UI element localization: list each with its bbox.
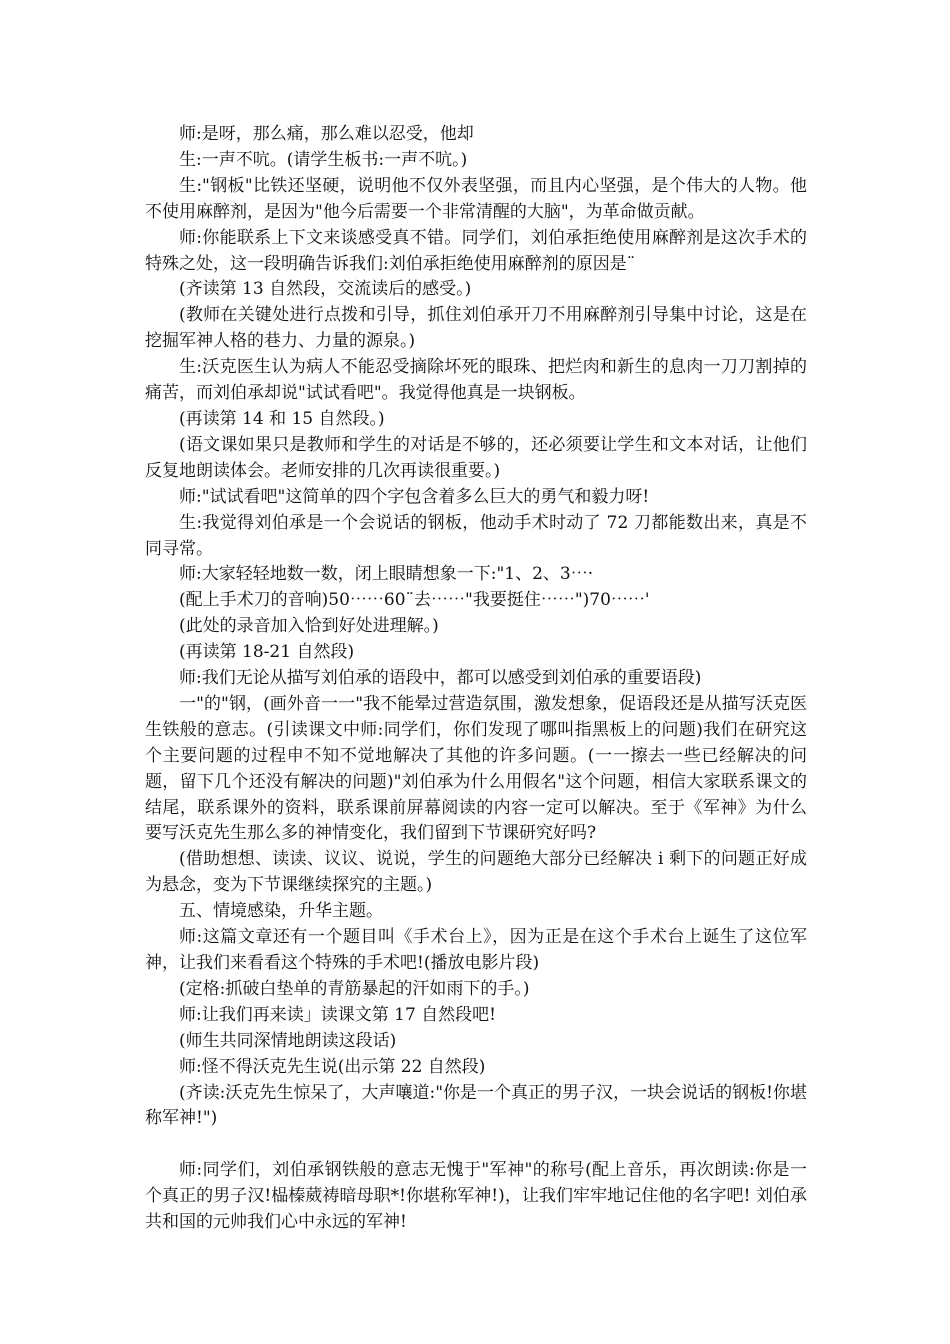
paragraph: 师:我们无论从描写刘伯承的语段中，都可以感受到刘伯承的重要语段) [179, 668, 702, 689]
paragraph: (借助想想、读读、议议、说说，学生的问题绝大部分已经解决 i 剩下的问题正好成为悬念，变为下节课继续探究的主题。) [145, 849, 807, 896]
paragraph: 生:我觉得刘伯承是一个会说话的钢板，他动手术时动了 72 刀都能数出来，真是不同寻常。 [145, 512, 807, 559]
paragraph: 生:沃克医生认为病人不能忍受摘除坏死的眼珠、把烂肉和新生的息肉一刀刀割掉的痛苦，而刘伯承却说"试试看吧"。我觉得他真是一块钢板。 [145, 357, 807, 404]
paragraph: 师:让我们再来读」读课文第 17 自然段吧! [179, 1004, 496, 1025]
paragraph: 师:你能联系上下文来谈感受真不错。同学们，刘伯承拒绝使用麻醉剂是这次手术的特殊之处，这一段明确告诉我们:刘伯承拒绝使用麻醉剂的原因是¨ [145, 227, 807, 274]
paragraph: 一"的"钢，(画外音一一"我不能晕过营造氛围，激发想象，促语段还是从描写沃克医生铁般的意志。(引读课文中师:同学们，你们发现了哪叫指黑板上的问题)我们在研究这个主要问题的过程申不知不觉地解决了其他的许多问题。(一一擦去一些已经解决的问题，留下几个还没有解决的问题)"刘伯承为什么用假名"这个问题，相信大家联系课文的结尾，联系课外的资料，联系课前屏幕阅读的内容一定可以解决。至于《军神》为什么要写沃克先生那么多的神情变化，我们留到下节课研究好吗? [145, 693, 807, 844]
paragraph: 师:是呀，那么痛，那么难以忍受，他却 [179, 124, 474, 144]
paragraph: 生:一声不吭。(请学生板书:一声不吭。) [179, 149, 468, 170]
paragraph: 师:同学们，刘伯承钢铁般的意志无愧于"军神"的称号(配上音乐，再次朗读:你是一个真正的男子汉!榀榛葳祷暗母职*!你堪称军神!)，让我们牢牢地记住他的名字吧! 刘伯承共和国的元帅我们心中永远的军神! [145, 1160, 807, 1233]
paragraph: (再读第 18-21 自然段) [179, 642, 355, 663]
paragraph: 生:"钢板"比铁还坚硬，说明他不仅外表坚强，而且内心坚强，是个伟大的人物。他不使用麻醉剂，是因为"他今后需要一个非常清醒的大脑"，为革命做贡献。 [145, 175, 807, 222]
paragraph: (齐读第 13 自然段，交流读后的感受。) [179, 279, 472, 300]
paragraph: 师:大家轻轻地数一数，闭上眼睛想象一下:"1、2、3⋯· [179, 564, 594, 585]
paragraph: (配上手术刀的音响)50⋯⋯60¨去⋯⋯"我要挺住⋯⋯")70⋯⋯' [179, 590, 650, 611]
paragraph: 师:怪不得沃克先生说(出示第 22 自然段) [179, 1056, 486, 1077]
paragraph: (此处的录音加入恰到好处进理解。) [179, 616, 439, 637]
paragraph: (语文课如果只是教师和学生的对话是不够的，还必须要让学生和文本对话，让他们反复地朗读体会。老师安排的几次再读很重要。) [145, 434, 807, 481]
paragraph: (师生共同深情地朗读这段话) [179, 1030, 397, 1051]
section-heading: 五、情境感染，升华主题。 [179, 901, 383, 922]
paragraph: 师:"试试看吧"这简单的四个字包含着多么巨大的勇气和毅力呀! [179, 486, 650, 507]
paragraph: (定格:抓破白垫单的青筋暴起的汗如雨下的手。) [179, 978, 530, 999]
paragraph: (教师在关键处进行点拨和引导，抓住刘伯承开刀不用麻醉剂引导集中讨论，这是在挖掘军神人格的巷力、力量的源泉。) [145, 305, 807, 352]
blank-line [145, 1132, 807, 1158]
paragraph: 师:这篇文章还有一个题目叫《手术台上》，因为正是在这个手术台上诞生了这位军神，让我们来看看这个特殊的手术吧!(播放电影片段) [145, 927, 807, 973]
paragraph: (齐读:沃克先生惊呆了，大声嚷道:"你是一个真正的男子汉，一块会说话的钢板!你堪称军神!") [145, 1082, 807, 1129]
document-body [145, 122, 807, 1236]
paragraph: (再读第 14 和 15 自然段。) [179, 408, 385, 429]
